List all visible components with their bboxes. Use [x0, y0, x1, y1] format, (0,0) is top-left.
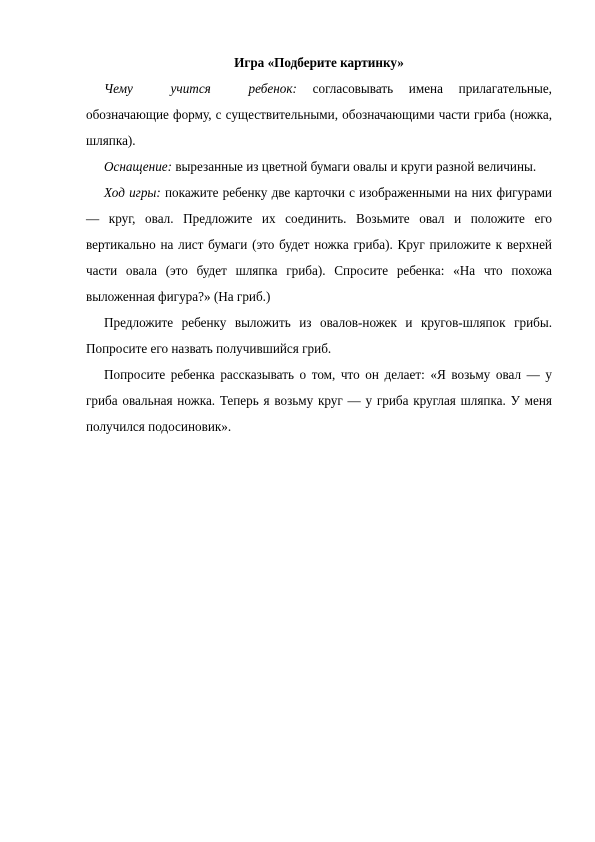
- paragraph-text: Попросите ребенка рассказывать о том, что он делает: «Я возьму овал — у гриба овальная ножка. Теперь я возьму круг — у гриба круглая шляпка. У меня получился подосиновик».: [86, 367, 552, 434]
- paragraph-label: Чему учится ребенок:: [104, 81, 297, 96]
- paragraph-make-mushrooms: [86, 310, 552, 362]
- document-body: [86, 52, 552, 440]
- paragraph-game-procedure: [86, 180, 552, 310]
- paragraph-text: вырезанные из цветной бумаги овалы и круги разной величины.: [172, 159, 537, 174]
- paragraph-text: покажите ребенку две карточки с изображенными на них фигурами — круг, овал. Предложите их соединить. Возьмите овал и положите его вертикально на лист бумаги (это будет ножка гриба). Круг приложите к верхней части овала (это будет шляпка гриба). Спросите ребенка: «На что похожа выложенная фигура?» (На гриб.): [86, 185, 552, 304]
- paragraph-tell-story: [86, 362, 552, 440]
- paragraph-equipment: [86, 154, 552, 180]
- document-title: Игра «Подберите картинку»: [234, 55, 404, 70]
- paragraph-label: Ход игры:: [104, 185, 161, 200]
- paragraph-text: Предложите ребенку выложить из овалов-ножек и кругов-шляпок грибы. Попросите его назвать получившийся гриб.: [86, 315, 552, 356]
- paragraph-learning-goal: [86, 76, 552, 154]
- paragraph-label: Оснащение:: [104, 159, 173, 174]
- paragraph-text: согласовывать имена прилагательные, обозначающие форму, с существительными, обозначающими части гриба (ножка, шляпка).: [86, 81, 552, 148]
